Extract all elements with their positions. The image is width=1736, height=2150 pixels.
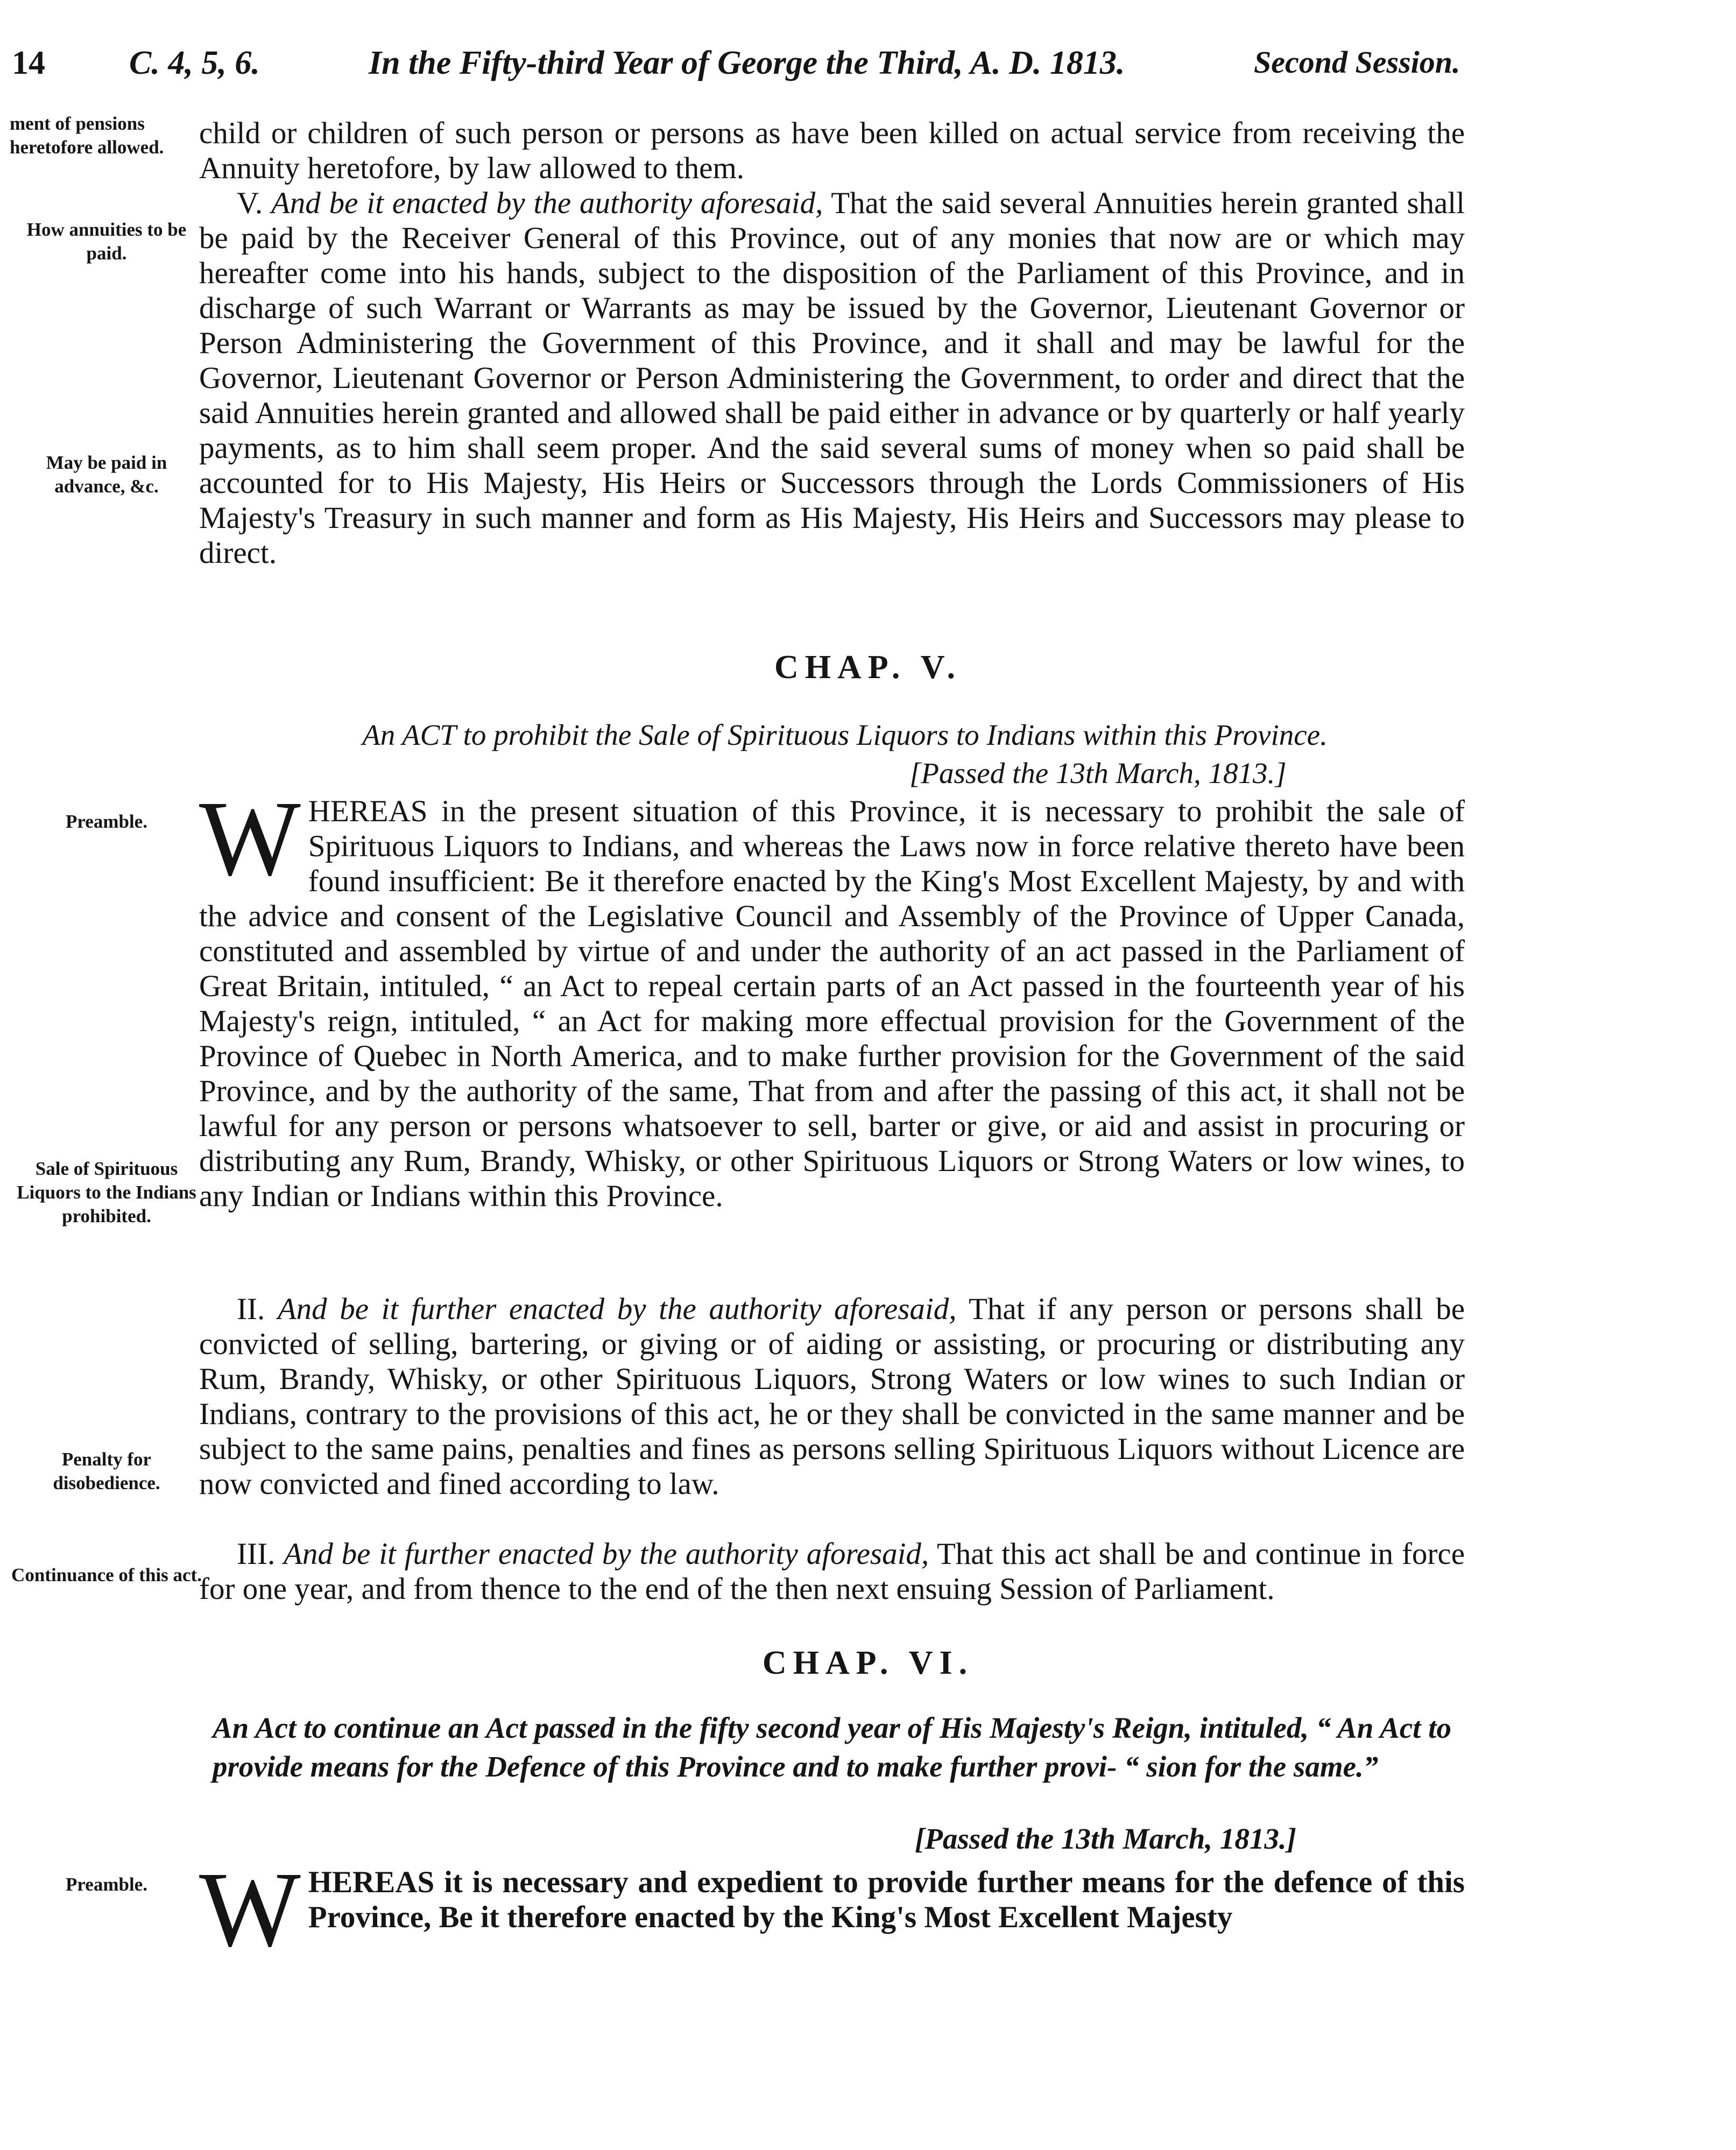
chap5-passed-date: [Passed the 13th March, 1813.] — [909, 757, 1287, 789]
chap5-preamble — [199, 779, 1465, 1214]
section-text: That if any person or persons shall be convicted of selling, bartering, or giving or of aiding or assisting, or procuring or distributing any Rum, Brandy, Whisky, or other Spirituous Liquors, Strong Waters or low wines to such Indian or Indians, contrary to the provisions of this act, he or they shall be convicted in the same manner and be subject to the same pains, penalties and fines as persons selling Spirituous Liquors without Licence are now convicted and fined according to law. — [199, 1292, 1465, 1501]
drop-cap: W — [199, 1850, 301, 1969]
chap4-continuation: child or children of such person or persons as have been killed on actual service from receiving the Annuity heretofore, by law allowed to them. — [199, 116, 1465, 185]
enacting-clause: And be it enacted by the authority aforesaid, — [271, 186, 823, 220]
preamble-text: HEREAS it is necessary and expedient to provide further means for the defence of this Province, Be it therefore enacted by the King's Most Excellent Majesty — [308, 1865, 1465, 1934]
margin-note-penalty: Penalty for disobedience. — [53, 1449, 160, 1493]
chap6-act-title: An Act to continue an Act passed in the fifty second year of His Majesty's Reign, intituled, “ An Act to provide means for the Defence of this Province and to make further provi- “ sion for the same.” — [213, 1711, 1451, 1783]
page-number: 14 — [12, 45, 45, 81]
enacting-clause: And be it further enacted by the authority aforesaid, — [277, 1292, 957, 1326]
chap5-section2 — [199, 1292, 1465, 1502]
margin-note-paid-in-advance: May be paid in advance, &c. — [46, 452, 167, 497]
chap4-section5 — [199, 186, 1465, 570]
section-text: That this act shall be and continue in force for one year, and from thence to the end of the then next ensuing Session of Parliament. — [199, 1537, 1465, 1606]
running-title: In the Fifty-third Year of George the Third, A. D. 1813. — [369, 45, 1125, 81]
margin-note-continuance: Continuance of this act. — [11, 1564, 202, 1585]
preamble-text: HEREAS in the present situation of this Province, it is necessary to prohibit the sale of Spirituous Liquors to Indians, and whereas the Laws now in force relative thereto have been found insufficient: Be it therefore enacted by the King's Most Excellent Majesty, by and with the advice and consent of the Legislative Council and Assembly of the Province of Upper Canada, constituted and assembled by virtue of and under the authority of an act passed in the Parliament of Great Britain, intituled, “ an Act to repeal certain parts of an Act passed in the fourteenth year of his Majesty's reign, intituled, “ an Act for making more effectual provision for the Government of the Province of Quebec in North America, and to make further provision for the Government of the said Province, and by the authority of the same, That from and after the passing of this act, it shall not be lawful for any person or persons whatsoever to sell, barter or give, or aid and assist in procuring or distributing any Rum, Brandy, Whisky, or other Spirituous Liquors or Strong Waters or low wines, to any Indian or Indians within this Province. — [199, 794, 1465, 1213]
chap5-act-title: An ACT to prohibit the Sale of Spirituous Liquors to Indians within this Province. — [362, 718, 1328, 751]
section-number: V. — [237, 186, 263, 220]
session-label: Second Session. — [1254, 45, 1460, 80]
chap5-section3 — [199, 1536, 1465, 1606]
section-number: III. — [237, 1537, 276, 1571]
margin-note-how-annuities-paid: How annuities to be paid. — [26, 219, 187, 264]
section-number: II. — [237, 1292, 265, 1326]
chap6-passed-date: [Passed the 13th March, 1813.] — [915, 1822, 1296, 1855]
enacting-clause: And be it further enacted by the authority aforesaid, — [284, 1537, 929, 1571]
chapter-range: C. 4, 5, 6. — [129, 45, 260, 81]
section-text: That the said several Annuities herein granted shall be paid by the Receiver General of this Province, out of any monies that now are or which may hereafter come into his hands, subject to the disposition of the Parliament of this Province, and in discharge of such Warrant or Warrants as may be issued by the Governor, Lieutenant Governor or Person Administering the Government of this Province, and it shall and may be lawful for the Governor, Lieutenant Governor or Person Administering the Government, to order and direct that the said Annuities herein granted and allowed shall be paid either in advance or by quarterly or half yearly payments, as to him shall seem proper. And the said several sums of money when so paid shall be accounted for to His Majesty, His Heirs or Successors through the Lords Commissioners of His Majesty's Treasury in such manner and form as His Majesty, His Heirs and Successors may please to direct. — [199, 186, 1465, 570]
chap6-preamble — [199, 1850, 1465, 1969]
chap5-heading: CHAP. V. — [774, 649, 962, 686]
chap6-heading: CHAP. VI. — [762, 1645, 974, 1681]
running-head — [0, 44, 1736, 109]
drop-cap: W — [199, 779, 301, 898]
margin-note-pensions: ment of pensions heretofore allowed. — [10, 113, 164, 158]
margin-note-preamble-chap5: Preamble. — [66, 811, 147, 832]
margin-note-sale-prohibited: Sale of Spirituous Liquors to the Indians prohibited. — [17, 1158, 196, 1226]
margin-note-preamble-chap6: Preamble. — [66, 1874, 147, 1895]
